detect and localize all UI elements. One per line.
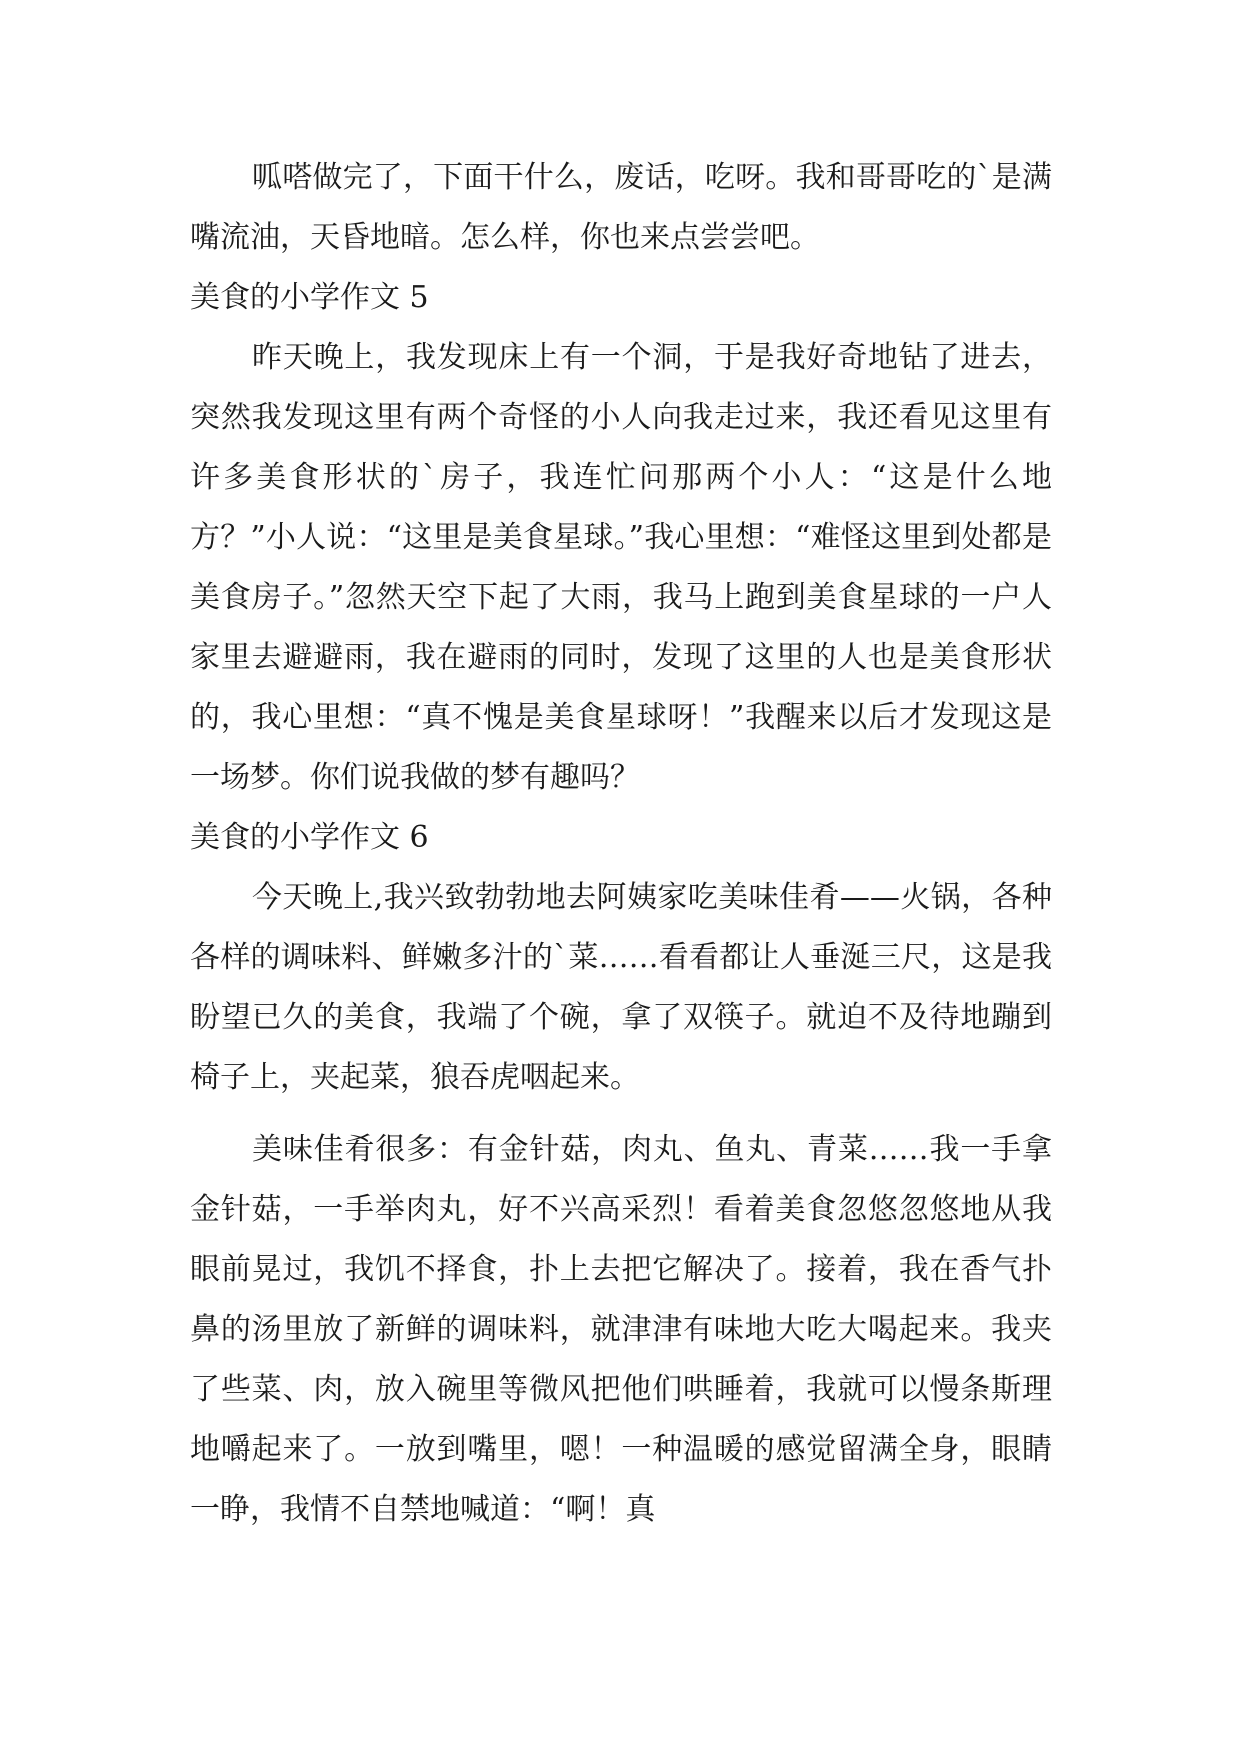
document-page xyxy=(190,148,1052,1540)
section-5-title: 美食的小学作文 5 xyxy=(190,280,429,315)
section-5-paragraph: 昨天晚上，我发现床上有一个洞，于是我好奇地钻了进去，突然我发现这里有两个奇怪的小人向我走过来，我还看见这里有许多美食形状的`房子，我连忙问那两个小人：“这是什么地方？”小人说：“这里是美食星球。”我心里想：“难怪这里到处都是美食房子。”忽然天空下起了大雨，我马上跑到美食星球的一户人家里去避避雨，我在避雨的同时，发现了这里的人也是美食形状的，我心里想：“真不愧是美食星球呀！”我醒来以后才发现这是一场梦。你们说我做的梦有趣吗？ xyxy=(190,340,1052,795)
section-6-title: 美食的小学作文 6 xyxy=(190,820,429,855)
section-6-paragraph-2: 美味佳肴很多：有金针菇，肉丸、鱼丸、青菜……我一手拿金针菇，一手举肉丸，好不兴高采烈！看着美食忽悠忽悠地从我眼前晃过，我饥不择食，扑上去把它解决了。接着，我在香气扑鼻的汤里放了新鲜的调味料，就津津有味地大吃大喝起来。我夹了些菜、肉，放入碗里等微风把他们哄睡着，我就可以慢条斯理地嚼起来了。一放到嘴里，嗯！一种温暖的感觉留满全身，眼睛一睁，我情不自禁地喊道：“啊！真 xyxy=(190,1132,1052,1527)
section-6-paragraph-1: 今天晚上,我兴致勃勃地去阿姨家吃美味佳肴——火锅，各种各样的调味料、鲜嫩多汁的`菜……看看都让人垂涎三尺，这是我盼望已久的美食，我端了个碗，拿了双筷子。就迫不及待地蹦到椅子上，夹起菜，狼吞虎咽起来。 xyxy=(190,880,1052,1095)
intro-paragraph: 呱嗒做完了，下面干什么，废话，吃呀。我和哥哥吃的`是满嘴流油，天昏地暗。怎么样，你也来点尝尝吧。 xyxy=(190,160,1052,255)
paragraph-gap xyxy=(190,1108,1052,1120)
